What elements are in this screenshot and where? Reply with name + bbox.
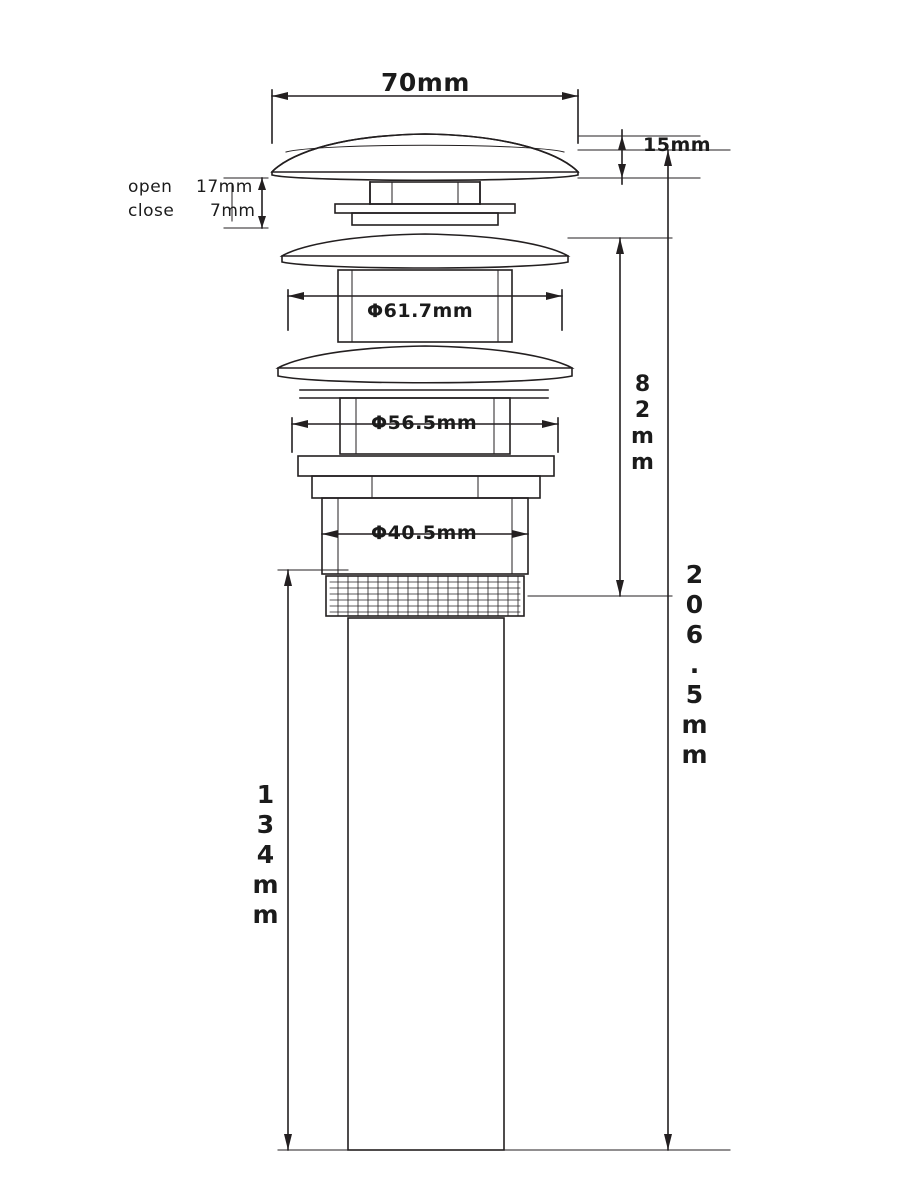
- label-close-value: 7mm: [210, 201, 256, 221]
- label-open-text: open: [128, 177, 173, 197]
- part-upper-stem: [335, 182, 515, 225]
- label-top-width: 70mm: [381, 68, 470, 97]
- label-close-text: close: [128, 201, 175, 221]
- label-diameter-2: Φ56.5mm: [371, 412, 478, 434]
- label-diameter-3: Φ40.5mm: [371, 522, 478, 544]
- part-flange-middle: [278, 346, 572, 398]
- part-cap: [272, 134, 578, 180]
- dim-top-width: [272, 90, 578, 143]
- dim-lower-height: [278, 570, 348, 1150]
- label-open-value: 17mm: [196, 177, 253, 197]
- label-total-height: 206.5mm: [680, 560, 709, 770]
- label-lower-height: 134mm: [251, 780, 280, 930]
- label-cap-thickness: 15mm: [643, 134, 712, 156]
- part-thread: [326, 576, 524, 616]
- part-collar: [298, 456, 554, 498]
- label-upper-height: 82mm: [630, 372, 655, 476]
- part-flange-upper: [282, 234, 568, 268]
- part-lower-tube: [348, 618, 504, 1150]
- label-diameter-1: Φ61.7mm: [367, 300, 474, 322]
